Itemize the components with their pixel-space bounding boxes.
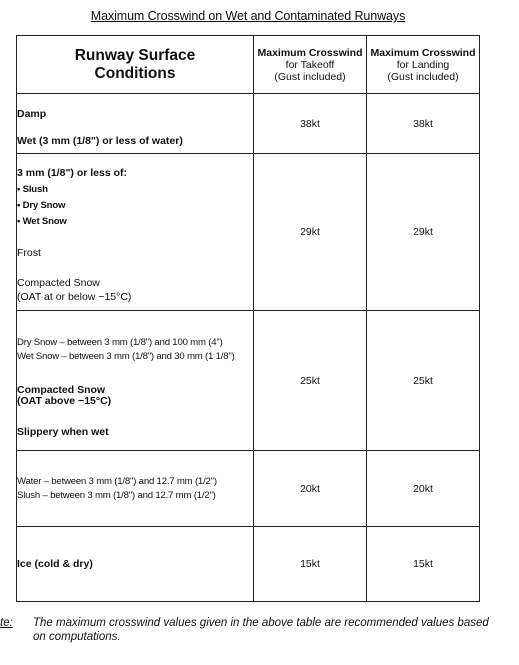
conditions-cell [17,154,254,311]
note-text-line1: The maximum crosswind values given in the above table are recommended values based [33,617,489,629]
header-surface-line2: Conditions [94,64,176,82]
takeoff-value: 25kt [254,311,367,451]
crosswind-table [16,35,480,602]
condition-text: (OAT at or below −15°C) [17,291,132,303]
condition-text: • Dry Snow [17,200,66,211]
condition-text: Wet Snow – between 3 mm (1/8") and 30 mm (1 1/8") [17,350,235,362]
condition-text: 3 mm (1/8") or less of: [17,167,128,179]
takeoff-value: 15kt [254,527,367,602]
condition-text: Slippery when wet [17,425,109,438]
table-row [17,311,480,451]
condition-text: Dry Snow – between 3 mm (1/8") and 100 mm (4") [17,336,223,348]
header-row [17,36,480,94]
conditions-cell [17,94,254,154]
table-row [17,94,480,154]
header-landing-line3: (Gust included) [387,70,459,83]
condition-text: Wet (3 mm (1/8") or less of water) [17,134,183,147]
header-landing [367,36,480,94]
header-landing-line2: for Landing [396,58,450,71]
note-text-line2: on computations. [33,631,121,643]
condition-text: Water – between 3 mm (1/8") and 12.7 mm (1/2") [17,476,217,487]
header-surface-conditions [17,36,254,94]
table-row [17,154,480,311]
table-row [17,527,480,602]
table-title: Maximum Crosswind on Wet and Contaminated Runways [90,9,406,23]
landing-value: 15kt [367,527,480,602]
landing-value: 38kt [367,94,480,154]
condition-text: • Slush [17,184,48,195]
conditions-cell [17,527,254,602]
condition-text: Ice (cold & dry) [17,557,93,570]
landing-value: 20kt [367,451,480,527]
note-text [33,616,517,644]
takeoff-value: 20kt [254,451,367,527]
takeoff-value: 38kt [254,94,367,154]
takeoff-value: 29kt [254,154,367,311]
condition-text: Frost [17,247,41,259]
condition-text: Compacted Snow [17,277,100,289]
header-takeoff-line2: for Takeoff [285,58,335,71]
condition-text: • Wet Snow [17,216,67,227]
header-surface-line1: Runway Surface [74,46,196,64]
header-takeoff-line3: (Gust included) [274,70,346,83]
table-row [17,451,480,527]
header-takeoff [254,36,367,94]
conditions-cell [17,451,254,527]
condition-text: Slush – between 3 mm (1/8") and 12.7 mm (1/2") [17,490,216,501]
landing-value: 25kt [367,311,480,451]
condition-text: (OAT above −15°C) [17,394,112,407]
landing-value: 29kt [367,154,480,311]
condition-text: Damp [17,107,47,120]
note-label: te: [0,617,13,629]
header-landing-line1: Maximum Crosswind [370,46,476,59]
conditions-cell [17,311,254,451]
condition-text: Compacted Snow [17,383,106,396]
header-takeoff-line1: Maximum Crosswind [257,46,363,59]
